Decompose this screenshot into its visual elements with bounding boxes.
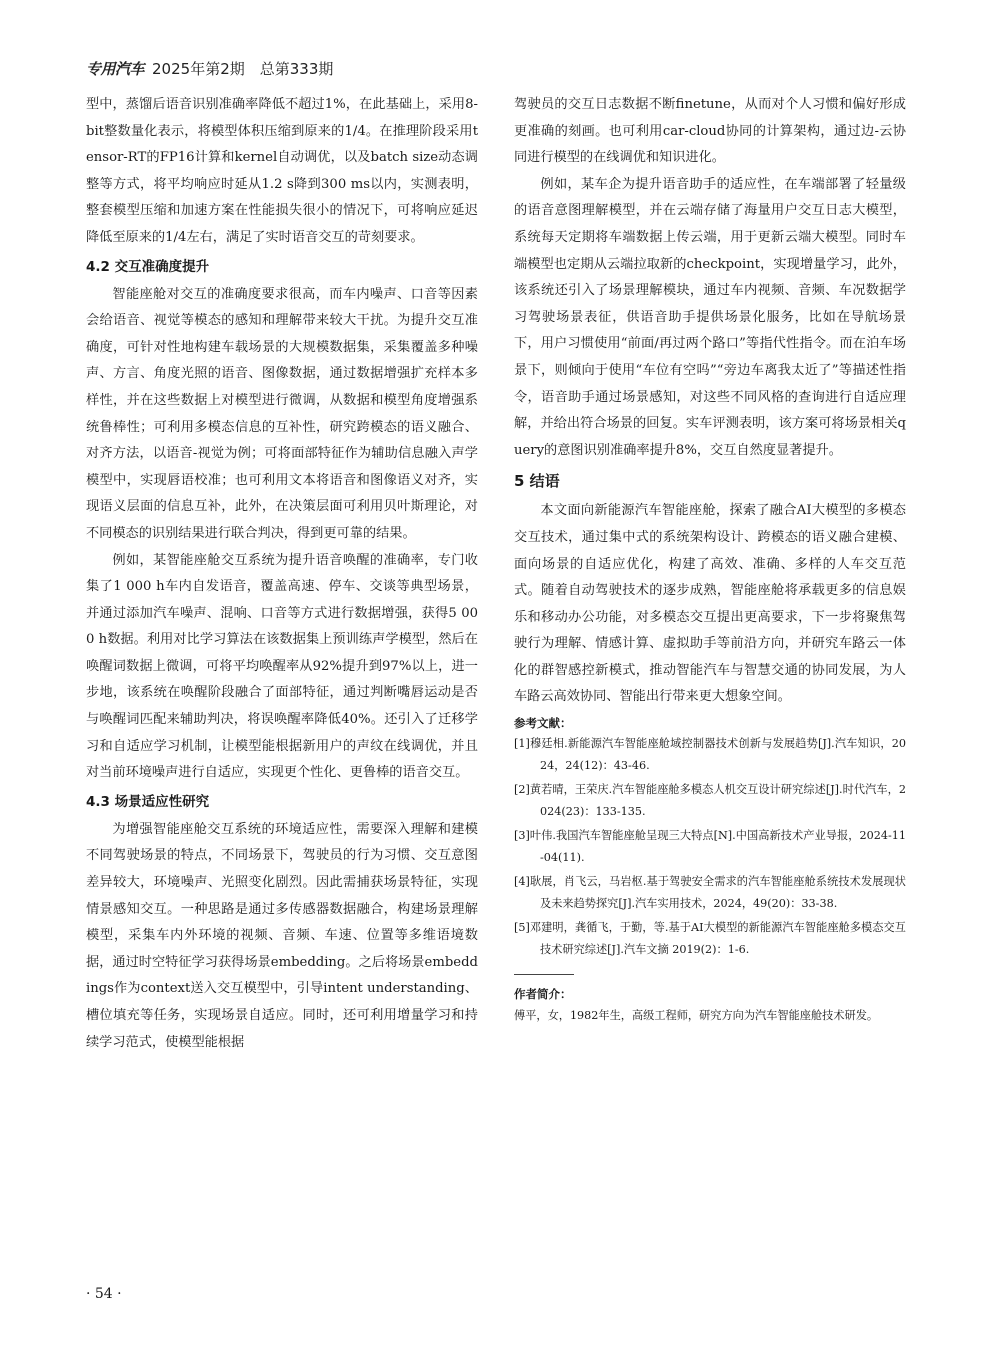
- reference-item: [3]叶伟.我国汽车智能座舱呈现三大特点[N].中国高新技术产业导报，2024-11-04(11).: [514, 829, 906, 864]
- reference-item: [2]黄若晴，王荣庆.汽车智能座舱多模态人机交互设计研究综述[J].时代汽车，2024(23)：133-135.: [514, 783, 906, 818]
- journal-logo: 专用汽车: [86, 59, 145, 78]
- author-bio: 傅平，女，1982年生，高级工程师，研究方向为汽车智能座舱技术研发。: [514, 1009, 879, 1023]
- page-header: [86, 56, 333, 80]
- reference-item: [4]耿展，肖飞云，马岩枢.基于驾驶安全需求的汽车智能座舱系统技术发展现状及未来趋势探究[J].汽车实用技术，2024，49(20)：33-38.: [514, 875, 906, 910]
- right-column: [514, 92, 906, 1027]
- paragraph: 型中，蒸馏后语音识别准确率降低不超过1%，在此基础上，采用8-bit整数量化表示，将模型体积压缩到原来的1/4。在推理阶段采用tensor-RT的FP16计算和kernel自动调优，以及batch size动态调整等方式，将平均响应时延从1.2 s降到300 ms以内，实测表明，整套模型压缩和加速方案在性能损失很小的情况下，可将响应延迟降低至原来的1/4左右，满足了实时语音交互的苛刻要求。: [86, 97, 478, 245]
- section-heading-4-3: 4.3 场景适应性研究: [86, 793, 210, 810]
- paragraph: 智能座舱对交互的准确度要求很高，而车内噪声、口音等因素会给语音、视觉等模态的感知和理解带来较大干扰。为提升交互准确度，可针对性地构建车载场景的大规模数据集，采集覆盖多种噪声、方言、角度光照的语音、图像数据，通过数据增强扩充样本多样性，并在这些数据上对模型进行微调，从数据和模型角度增强系统鲁棒性；可利用多模态信息的互补性，研究跨模态的语义融合、对齐方法，以语音-视觉为例；可将面部特征作为辅助信息融入声学模型中，实现唇语校准；也可利用文本将语音和图像语义对齐，实现语义层面的信息互补，此外，在决策层面可利用贝叶斯理论，对不同模态的识别结果进行联合判决，得到更可靠的结果。: [86, 286, 478, 541]
- section-heading-4-2: 4.2 交互准确度提升: [86, 258, 210, 275]
- section-heading-5: 5 结语: [514, 472, 560, 491]
- paragraph: 例如，某车企为提升语音助手的适应性，在车端部署了轻量级的语音意图理解模型，并在云端存储了海量用户交互日志大模型，系统每天定期将车端数据上传云端，用于更新云端大模型。同时车端模型也定期从云端拉取新的checkpoint，实现增量学习，此外，该系统还引入了场景理解模块，通过车内视频、音频、车况数据学习驾驶场景表征，供语音助手提供场景化服务，比如在导航场景下，用户习惯使用“前面/再过两个路口”等指代性指令。而在泊车场景下，则倾向于使用“车位有空吗”“旁边车离我太近了”等描述性指令，语音助手通过场景感知，对这些不同风格的查询进行自适应理解，并给出符合场景的回复。实车评测表明，该方案可将场景相关query的意图识别准确率提升8%，交互自然度显著提升。: [514, 176, 906, 458]
- reference-item: [5]邓建明，龚循飞，于勤，等.基于AI大模型的新能源汽车智能座舱多模态交互技术研究综述[J].汽车文摘 2019(2)：1-6.: [514, 921, 906, 956]
- divider: [514, 974, 574, 975]
- references-title: 参考文献：: [514, 716, 572, 731]
- paragraph: 例如，某智能座舱交互系统为提升语音唤醒的准确率，专门收集了1 000 h车内自发语音，覆盖高速、停车、交谈等典型场景，并通过添加汽车噪声、混响、口音等方式进行数据增强，获得5 000 h数据。利用对比学习算法在该数据集上预训练声学模型，然后在唤醒词数据上微调，可将平均唤醒率从92%提升到97%以上，进一步地，该系统在唤醒阶段融合了面部特征，通过判断嘴唇运动是否与唤醒词匹配来辅助判决，将误唤醒率降低40%。还引入了迁移学习和自适应学习机制，让模型能根据新用户的声纹在线调优，并且对当前环境噪声进行自适应，实现更个性化、更鲁棒的语音交互。: [86, 552, 478, 781]
- reference-item: [1]穆廷相.新能源汽车智能座舱域控制器技术创新与发展趋势[J].汽车知识，2024，24(12)：43-46.: [514, 737, 906, 772]
- page-number: · 54 ·: [86, 1286, 122, 1302]
- paragraph: 驾驶员的交互日志数据不断finetune，从而对个人习惯和偏好形成更准确的刻画。也可利用car-cloud协同的计算架构，通过边-云协同进行模型的在线调优和知识进化。: [514, 97, 906, 166]
- issue-info: 2025年第2期 总第333期: [152, 59, 334, 78]
- paragraph: 为增强智能座舱交互系统的环境适应性，需要深入理解和建模不同驾驶场景的特点，不同场景下，驾驶员的行为习惯、交互意图差异较大，环境噪声、光照变化剧烈。因此需捕获场景特征，实现情景感知交互。一种思路是通过多传感器数据融合，构建场景理解模型，采集车内外环境的视频、音频、车速、位置等多维语境数据，通过时空特征学习获得场景embedding。之后将场景embeddings作为context送入交互模型中，引导intent understanding、槽位填充等任务，实现场景自适应。同时，还可利用增量学习和持续学习范式，使模型能根据: [86, 821, 478, 1050]
- author-title: 作者简介：: [514, 987, 572, 1002]
- left-column: [86, 92, 478, 1056]
- paragraph: 本文面向新能源汽车智能座舱，探索了融合AI大模型的多模态交互技术，通过集中式的系统架构设计、跨模态的语义融合建模、面向场景的自适应优化，构建了高效、准确、多样的人车交互范式。随着自动驾驶技术的逐步成熟，智能座舱将承载更多的信息娱乐和移动办公功能，对多模态交互提出更高要求，下一步将聚焦驾驶行为理解、情感计算、虚拟助手等前沿方向，并研究车路云一体化的群智感控新模式，推动智能汽车与智慧交通的协同发展，为人车路云高效协同、智能出行带来更大想象空间。: [514, 503, 906, 705]
